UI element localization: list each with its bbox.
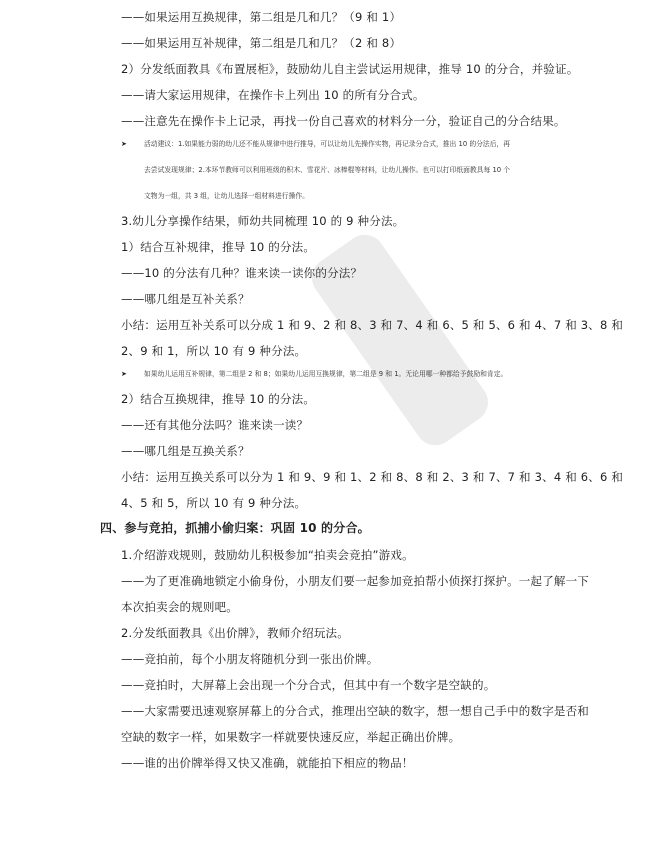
text-line: ——大家需要迅速观察屏幕上的分合式，推理出空缺的数字，想一想自己手中的数字是否和 — [121, 704, 589, 718]
text-line: 本次拍卖会的规则吧。 — [121, 600, 238, 614]
text-line: ——竞拍前，每个小朋友将随机分到一张出价牌。 — [121, 652, 379, 666]
text-line: ——如果运用互换规律，第二组是几和几？（9 和 1） — [121, 10, 402, 24]
note-line: 活动建议：1.如果能力弱的幼儿还不能从规律中进行推导，可以让幼儿先操作实物，再记录分合式，推出 10 的分法后，再 — [144, 140, 511, 148]
text-line: ——10 的分法有几种？谁来读一读你的分法？ — [121, 266, 363, 280]
text-line: ——哪几组是互换关系？ — [121, 444, 250, 458]
watermark-logo — [300, 210, 500, 470]
summary-line: 2、9 和 1，所以 10 有 9 种分法。 — [121, 344, 307, 358]
text-line: 2）结合互换规律，推导 10 的分法。 — [121, 392, 316, 406]
text-line: ——谁的出价牌举得又快又准确，就能拍下相应的物品！ — [121, 756, 414, 770]
bullet-arrow-icon: ➤ — [121, 370, 127, 378]
note-line: 文物为一组，共 3 组，让幼儿选择一组材料进行操作。 — [144, 192, 309, 200]
text-line: ——还有其他分法吗？谁来读一读？ — [121, 418, 309, 432]
text-line: 2.分发纸面教具《出价牌》，教师介绍玩法。 — [121, 626, 349, 640]
bullet-arrow-icon: ➤ — [121, 140, 127, 148]
summary-line: 小结：运用互换关系可以分为 1 和 9、9 和 1、2 和 8、8 和 2、3 和 7、7 和 3、4 和 6、6 和 — [121, 470, 624, 484]
text-line: ——竞拍时，大屏幕上会出现一个分合式，但其中有一个数字是空缺的。 — [121, 678, 496, 692]
note-line: 如果幼儿运用互补规律，第二组是 2 和 8；如果幼儿运用互换规律，第二组是 9 和 1。无论用哪一种都给予鼓励和肯定。 — [144, 370, 508, 378]
section-heading: 四、参与竞拍，抓捕小偷归案：巩固 10 的分合。 — [100, 521, 370, 535]
text-line: ——注意先在操作卡上记录，再找一份自己喜欢的材料分一分，验证自己的分合结果。 — [121, 114, 566, 128]
note-line: 去尝试发现规律；2.本环节教师可以利用班级的积木、雪花片、冰棒棍等材料，让幼儿操作。也可以打印纸面教具每 10 个 — [144, 166, 511, 174]
text-line: ——请大家运用规律，在操作卡上列出 10 的所有分合式。 — [121, 88, 425, 102]
text-line: ——哪几组是互补关系？ — [121, 292, 250, 306]
summary-line: 小结：运用互补关系可以分成 1 和 9、2 和 8、3 和 7、4 和 6、5 和 5、6 和 4、7 和 3、8 和 — [121, 318, 624, 332]
text-line: ——如果运用互补规律，第二组是几和几？（2 和 8） — [121, 36, 402, 50]
text-line: 3.幼儿分享操作结果，师幼共同梳理 10 的 9 种分法。 — [121, 214, 405, 228]
text-line: 1）结合互补规律，推导 10 的分法。 — [121, 240, 316, 254]
text-line: 2）分发纸面教具《布置展柜》，鼓励幼儿自主尝试运用规律，推导 10 的分合，并验证。 — [121, 62, 579, 76]
text-line: 空缺的数字一样，如果数字一样就要快速反应，举起正确出价牌。 — [121, 730, 461, 744]
text-line: ——为了更准确地锁定小偷身份，小朋友们要一起参加竞拍帮小侦探打探护。一起了解一下 — [121, 574, 589, 588]
summary-line: 4、5 和 5，所以 10 有 9 种分法。 — [121, 496, 307, 510]
text-line: 1.介绍游戏规则，鼓励幼儿积极参加“拍卖会竞拍”游戏。 — [121, 548, 414, 562]
